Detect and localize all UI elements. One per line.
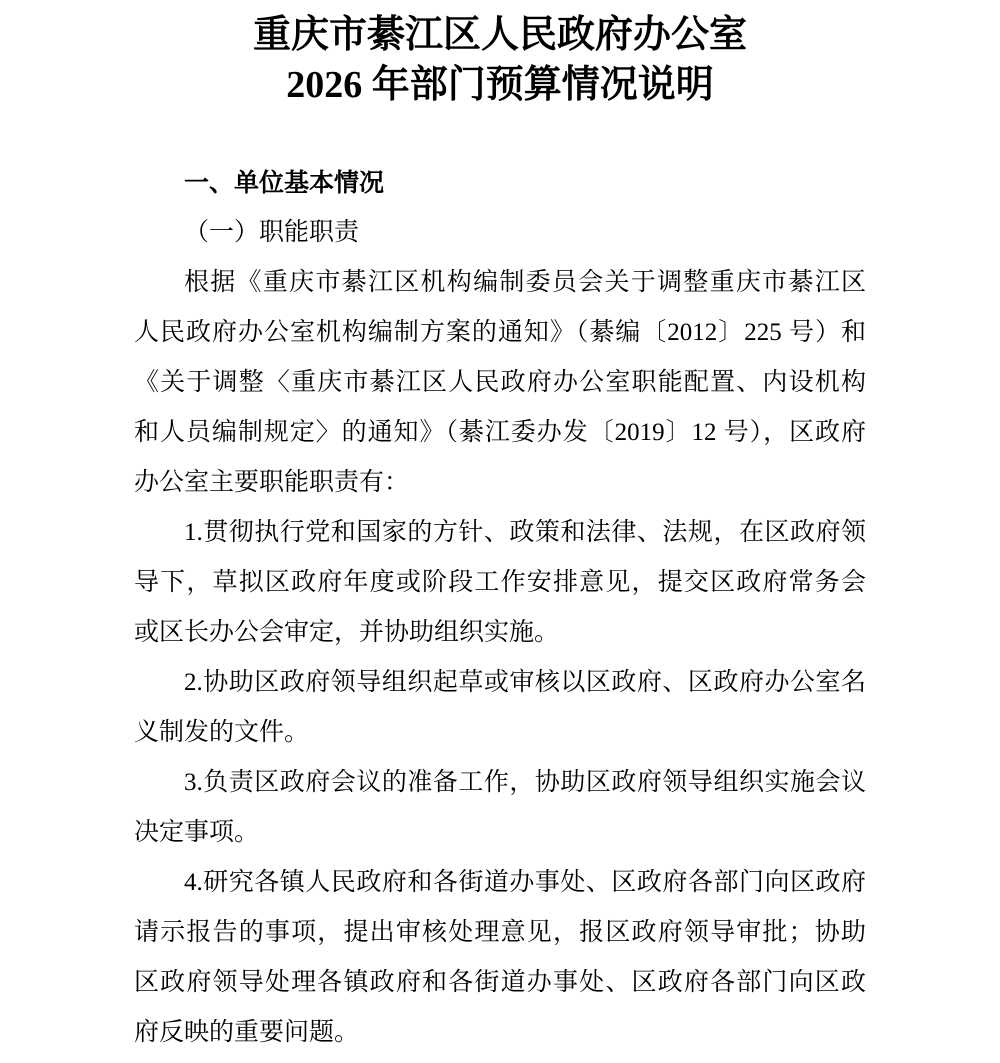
paragraph [134, 258, 866, 508]
paragraph [134, 758, 866, 858]
paragraph [134, 658, 866, 758]
section-heading: 一、单位基本情况 [184, 169, 385, 197]
paragraph-line: 2.协助区政府领导组织起草或审核以区政府、区政府办公室名 [184, 669, 866, 696]
paragraph-line: 1.贯彻执行党和国家的方针、政策和法律、法规，在区政府领 [184, 519, 866, 546]
document-title-line-2: 2026 年部门预算情况说明 [286, 64, 714, 106]
document-body [134, 158, 866, 1058]
paragraph-line: 和人员编制规定〉的通知》（綦江委办发〔2019〕12 号），区政府 [134, 419, 866, 446]
paragraph-line: 人民政府办公室机构编制方案的通知》（綦编〔2012〕225 号）和 [134, 319, 866, 346]
paragraph [134, 508, 866, 658]
paragraph [134, 858, 866, 1058]
paragraph-line: 《关于调整〈重庆市綦江区人民政府办公室职能配置、内设机构 [134, 369, 866, 396]
paragraph-line: 或区长办公会审定，并协助组织实施。 [134, 619, 560, 646]
paragraph-line: 导下，草拟区政府年度或阶段工作安排意见，提交区政府常务会 [134, 569, 866, 596]
paragraphs-container [134, 258, 866, 1058]
document-title-line-1: 重庆市綦江区人民政府办公室 [252, 14, 747, 56]
paragraph-line: 3.负责区政府会议的准备工作，协助区政府领导组织实施会议 [184, 769, 866, 796]
document-title [0, 0, 1000, 110]
paragraph-line: 府反映的重要问题。 [134, 1019, 360, 1046]
paragraph-line: 根据《重庆市綦江区机构编制委员会关于调整重庆市綦江区 [184, 269, 866, 296]
subsection-heading: （一）职能职责 [184, 219, 360, 246]
paragraph-line: 请示报告的事项，提出审核处理意见，报区政府领导审批；协助 [134, 919, 866, 946]
paragraph-line: 4.研究各镇人民政府和各街道办事处、区政府各部门向区政府 [184, 869, 866, 896]
paragraph-line: 办公室主要职能职责有： [134, 469, 410, 496]
paragraph-line: 决定事项。 [134, 819, 260, 846]
paragraph-line: 区政府领导处理各镇政府和各街道办事处、区政府各部门向区政 [134, 969, 866, 996]
paragraph-line: 义制发的文件。 [134, 719, 310, 746]
